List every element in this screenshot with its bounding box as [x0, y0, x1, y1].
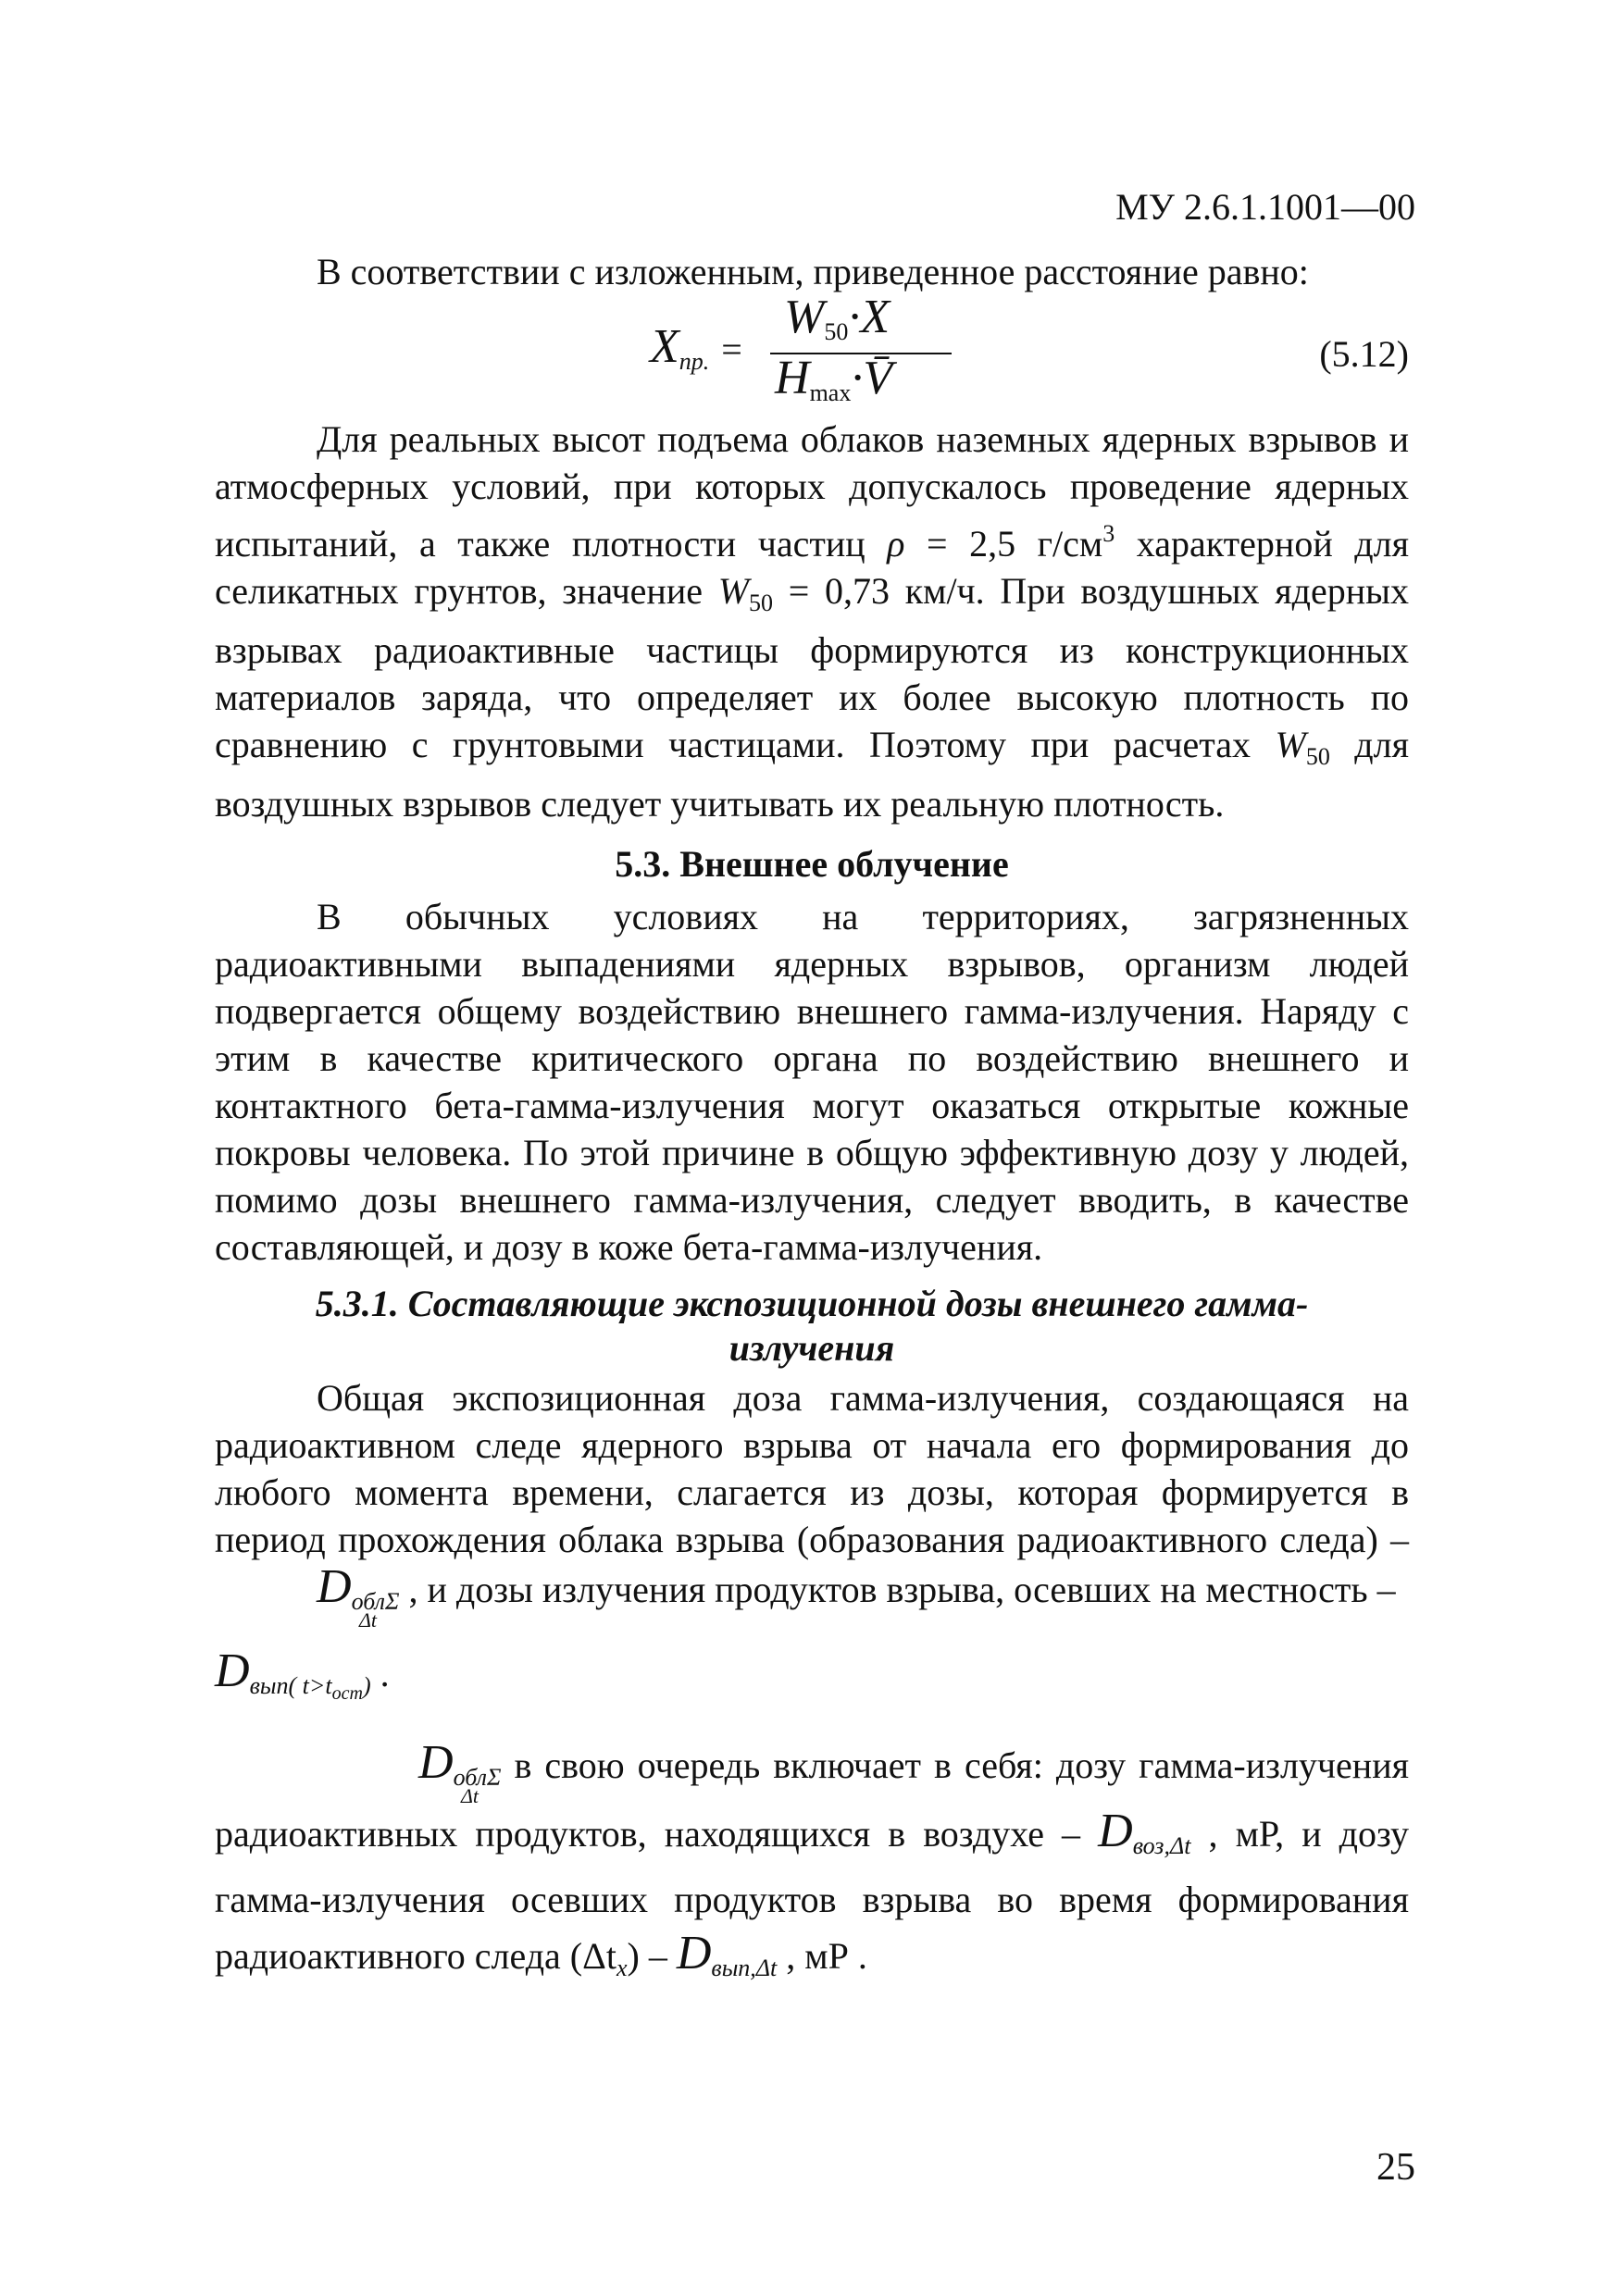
document-code: МУ 2.6.1.1001—00: [1115, 186, 1415, 228]
formula-denominator: $H_{max}\cdot V̄$: [775, 352, 893, 406]
dose-fallout-line: $D_{вып( t>tост)}$ .: [215, 1644, 390, 1704]
page-number: 25: [1376, 2146, 1415, 2189]
dose-cloud-symbol-2: $D_{обл\Sigma}$ Δt: [418, 1736, 502, 1807]
subsection-title: 5.3.1. Составляющие экспозиционной дозы внешнего гамма- излучения: [315, 1283, 1309, 1369]
paragraph-1: Для реальных высот подъема облаков наземных ядерных взрывов и атмосферных условий, при которых допускалось проведение ядерных испытаний, а также плотности частиц ρ = 2,5 $г/см^3$ характерной для селикатных грунтов, значение $W_{50} = 0,73$ км/ч. При воздушных ядерных взрывах радиоактивные частицы формируются из конструкционных материалов заряда, что определяет их более высокую плотность по сравнению с грунтовыми частицами. Поэтому при расчетах $W_{50}$ для воздушных взрывов следует учитывать их реальную плотность.: [215, 418, 1409, 825]
dose-cloud-symbol: $D_{обл\Sigma}$ Δt: [317, 1560, 400, 1632]
formula-numerator: $W_{50}\cdot X$: [784, 291, 890, 345]
paragraph-2: В обычных условиях на территориях, загрязненных радиоактивными выпадениями ядерных взрывов, организм людей подвергается общему воздействию внешнего гамма-излучения. Наряду с этим в качестве критического органа по воздействию внешнего и контактного бета-гамма-излучения могут оказаться открытые кожные покровы человека. По этой причине в общую эффективную дозу у людей, помимо дозы внешнего гамма-излучения, следует вводить, в качестве составляющей, и дозу в коже бета-гамма-излучения.: [215, 896, 1409, 1268]
formula-lhs: Xпр. =: [650, 320, 742, 375]
paragraph-3: Общая экспозиционная доза гамма-излучения, создающаяся на радиоактивном следе ядерного взрыва от начала его формирования до любого момента времени, слагается из дозы, которая формируется в период прохождения облака взрыва (образования радиоактивного следа) – $D_{обл\Sigma}$ Δt , и дозы излучения продуктов взрыва, осевших на местность –: [215, 1377, 1409, 1632]
intro-line: В соответствии с изложенным, приведенное расстояние равно:: [317, 251, 1309, 292]
document-body: [215, 248, 1409, 1995]
paragraph-4: $D_{обл\Sigma}$ Δt в свою очередь включает в себя: дозу гамма-излучения радиоактивных продуктов, находящихся в воздухе – $D_{воз,\Delta t}$ , мР, и дозу гамма-излучения осевших продуктов взрыва во время формирования радиоактивного следа $(\Delta t_x) - D_{вып,\Delta t}$ , мР .: [215, 1736, 1409, 1981]
formula-5-12: [215, 291, 1409, 416]
equation-number: (5.12): [1319, 333, 1409, 375]
section-title: 5.3. Внешнее облучение: [615, 843, 1009, 885]
